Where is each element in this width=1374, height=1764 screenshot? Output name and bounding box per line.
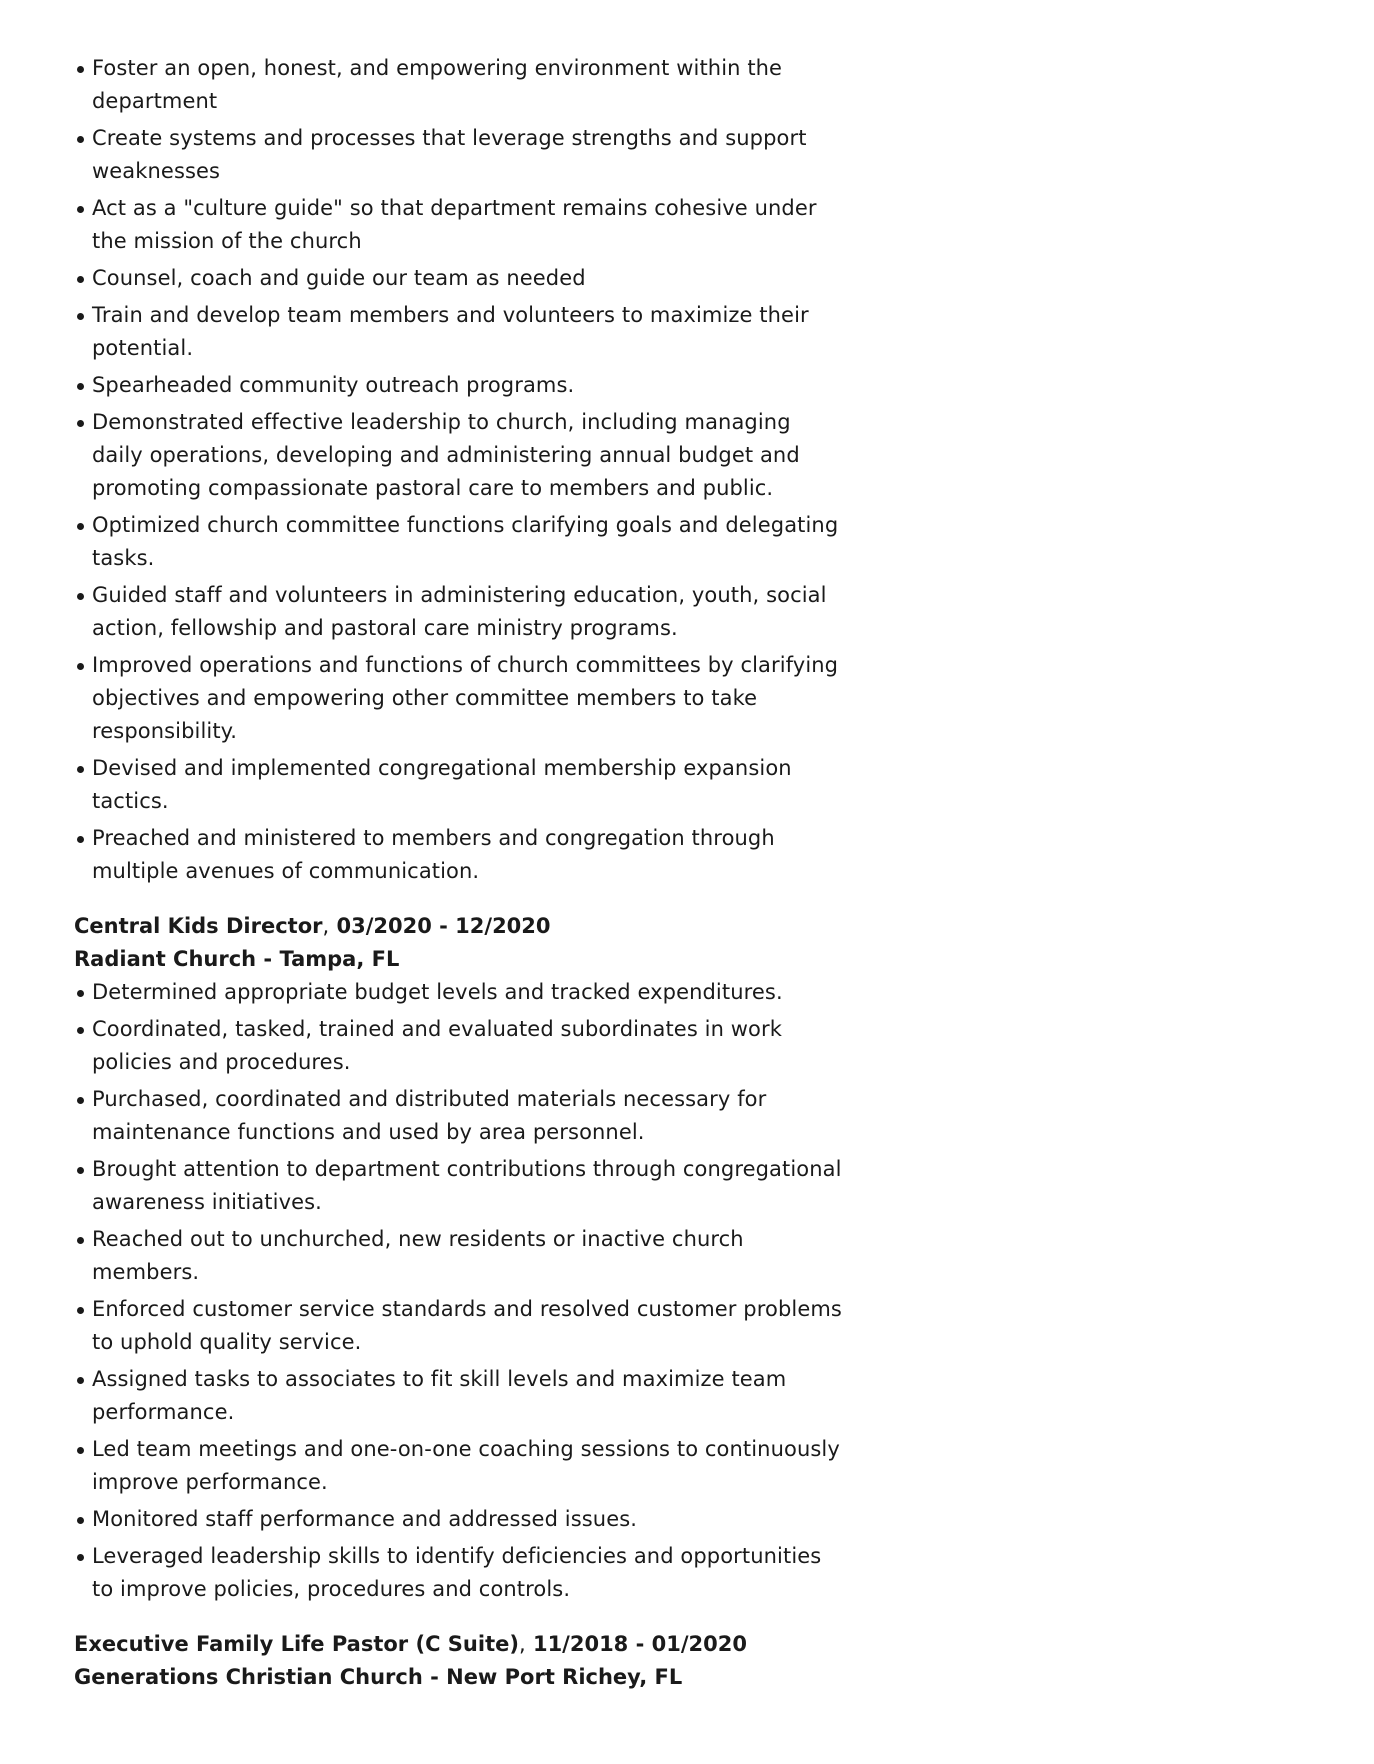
- list-item: Led team meetings and one-on-one coaching sessions to continuously improve performance.: [74, 1433, 844, 1499]
- list-item: Devised and implemented congregational membership expansion tactics.: [74, 752, 844, 818]
- list-item: Spearheaded community outreach programs.: [74, 369, 844, 402]
- list-item: Create systems and processes that leverage strengths and support weaknesses: [74, 122, 844, 188]
- job-dates: 11/2018 - 01/2020: [532, 1632, 747, 1656]
- job-dates: 03/2020 - 12/2020: [336, 914, 551, 938]
- job-company: Generations Christian Church - New Port Richey, FL: [74, 1665, 683, 1689]
- list-item: Counsel, coach and guide our team as needed: [74, 262, 844, 295]
- list-item: Brought attention to department contributions through congregational awareness initiatives.: [74, 1153, 844, 1219]
- job-entry-central-kids-director: [74, 910, 844, 1606]
- list-item: Optimized church committee functions clarifying goals and delegating tasks.: [74, 509, 844, 575]
- list-item: Train and develop team members and volunteers to maximize their potential.: [74, 299, 844, 365]
- job-company: Radiant Church - Tampa, FL: [74, 947, 400, 971]
- list-item: Assigned tasks to associates to fit skill levels and maximize team performance.: [74, 1363, 844, 1429]
- list-item: Determined appropriate budget levels and tracked expenditures.: [74, 976, 844, 1009]
- job-bullets-list: [74, 976, 844, 1606]
- list-item: Guided staff and volunteers in administering education, youth, social action, fellowship and pastoral care ministry programs.: [74, 579, 844, 645]
- list-item: Foster an open, honest, and empowering environment within the department: [74, 52, 844, 118]
- job-title-separator: ,: [518, 1632, 526, 1656]
- job-title-line: [74, 1628, 844, 1661]
- list-item: Reached out to unchurched, new residents or inactive church members.: [74, 1223, 844, 1289]
- list-item: Preached and ministered to members and congregation through multiple avenues of communication.: [74, 822, 844, 888]
- job-title: Central Kids Director: [74, 914, 323, 938]
- job-title-line: [74, 910, 844, 943]
- list-item: Coordinated, tasked, trained and evaluated subordinates in work policies and procedures.: [74, 1013, 844, 1079]
- resume-page: [74, 52, 844, 1694]
- job-title-separator: ,: [322, 914, 330, 938]
- list-item: Enforced customer service standards and resolved customer problems to uphold quality service.: [74, 1293, 844, 1359]
- list-item: Demonstrated effective leadership to church, including managing daily operations, developing and administering annual budget and promoting compassionate pastoral care to members and public.: [74, 406, 844, 505]
- list-item: Monitored staff performance and addressed issues.: [74, 1503, 844, 1536]
- job-title: Executive Family Life Pastor (C Suite): [74, 1632, 519, 1656]
- list-item: Improved operations and functions of church committees by clarifying objectives and empowering other committee members to take responsibility.: [74, 649, 844, 748]
- job-entry-executive-family-life-pastor: [74, 1628, 844, 1694]
- list-item: Act as a "culture guide" so that department remains cohesive under the mission of the church: [74, 192, 844, 258]
- responsibilities-list: [74, 52, 844, 888]
- list-item: Purchased, coordinated and distributed materials necessary for maintenance functions and used by area personnel.: [74, 1083, 844, 1149]
- list-item: Leveraged leadership skills to identify deficiencies and opportunities to improve policies, procedures and controls.: [74, 1540, 844, 1606]
